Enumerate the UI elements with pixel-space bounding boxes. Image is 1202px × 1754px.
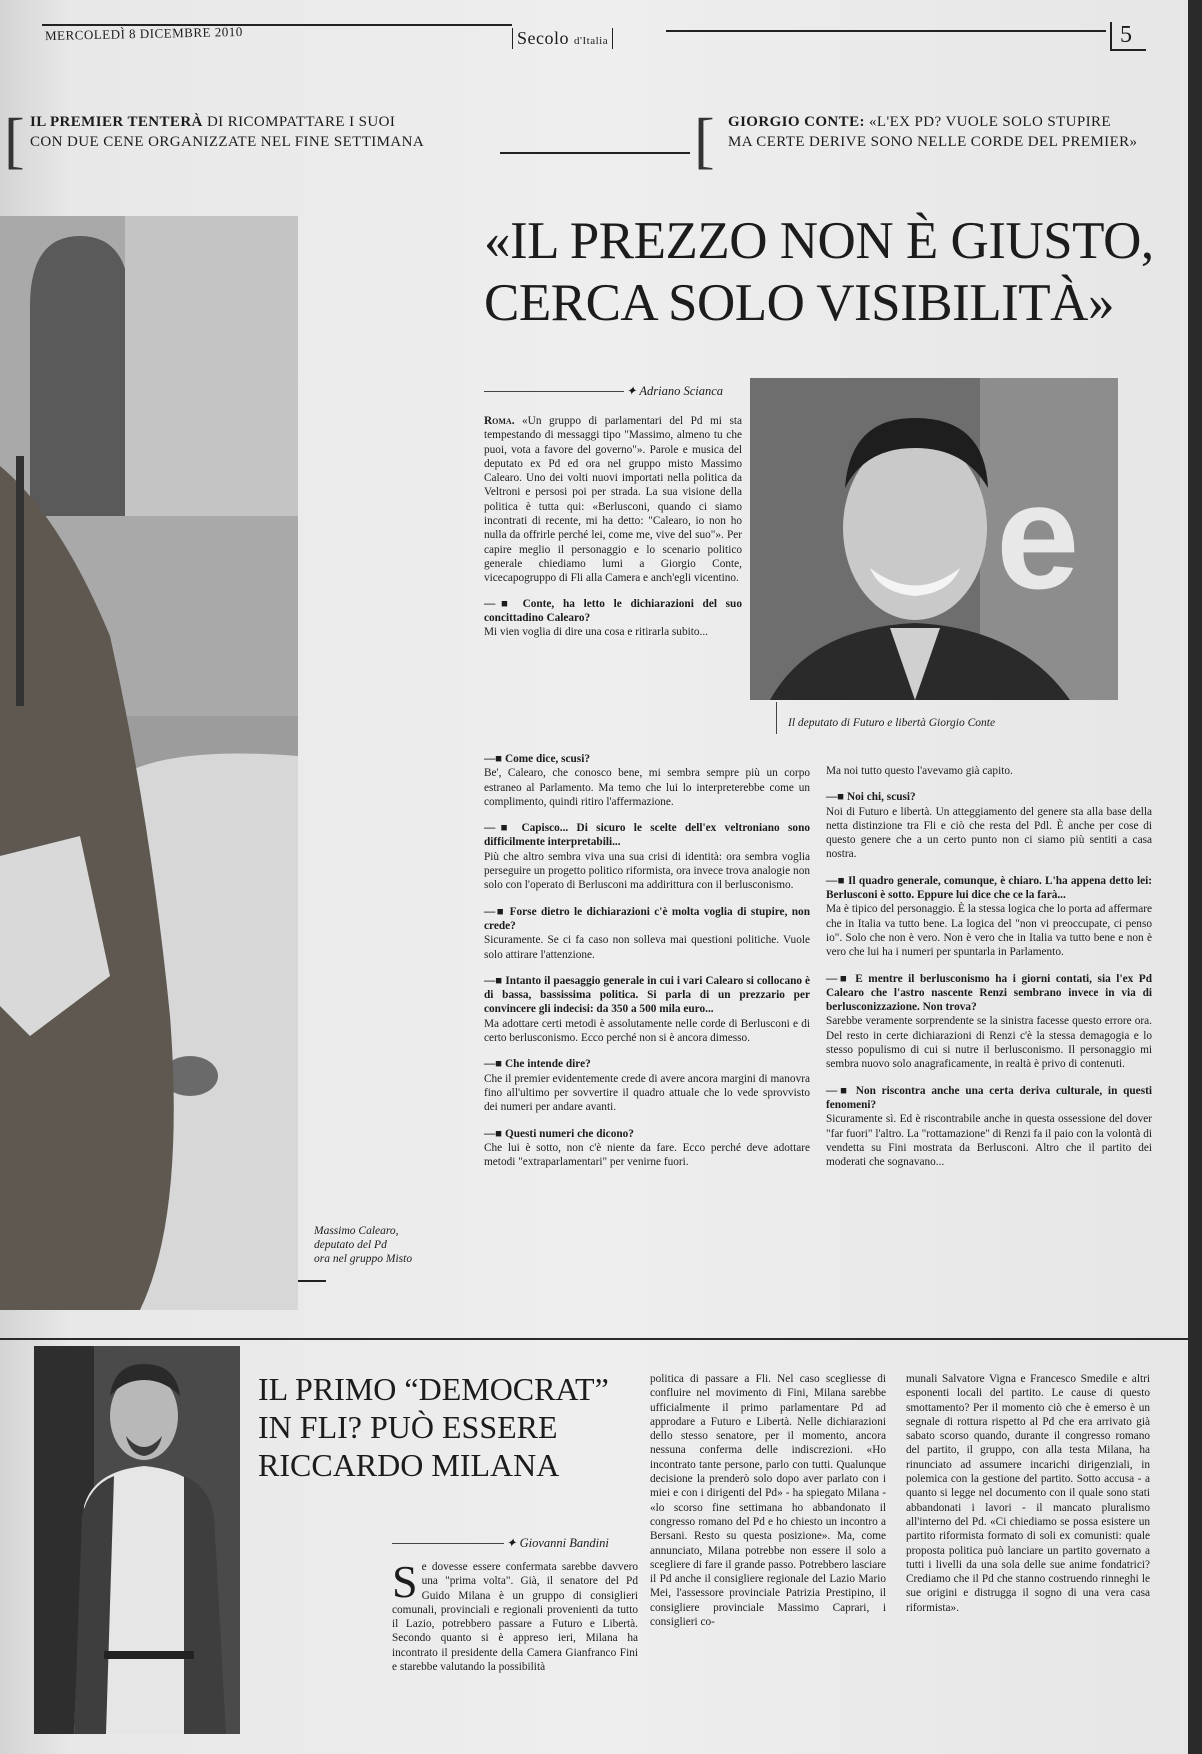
question: —■ E mentre il berlusconismo ha i giorni contati, sia l'ex Pd Calearo che l'astro nascente Renzi sembrano invece in via di berlusconizzazione. Non trova? <box>826 972 1152 1015</box>
question: —■ Intanto il paesaggio generale in cui i vari Calearo si collocano è di bassa, bassissima politica. Si parla di un prezzario per convincere gli indecisi: da 350 a 500 mila euro... <box>484 974 810 1017</box>
bottom-col2-text: politica di passare a Fli. Nel caso scegliesse di confluire nel movimento di Fini, Milana sarebbe ufficialmente il primo parlamentare Pd ad approdare a Futuro e Libertà. Nelle dichiarazioni dello stesso senatore, per il momento, ancora nessuna conferma delle indiscrezioni. «Ho incontrato tante persone, parlo con tutti. Qualunque decisione la prenderò solo dopo aver parlato con i miei e con i dirigenti del Pd» - ha spiegato Milana - «lo scorso fine settimana ho abbandonato il congresso romano del Pd e ho chiesto un incontro a Bersani. Resto su questa posizione». Ma, come annunciato, Milana potrebbe non essere il solo a scegliere di fare il grande passo. Potrebbero lasciare il Pd anche il consigliere regionale del Lazio Mario Mei, l'assessore provinciale Patrizia Prestipino, il consigliere provinciale Massimo Caprari, i consiglieri co- <box>650 1373 886 1629</box>
question: —■ Che intende dire? <box>484 1057 810 1071</box>
photo-calearo-image <box>0 216 298 1310</box>
caption-calearo-line2: deputato del Pd <box>314 1239 387 1251</box>
headline-line1: «IL PREZZO NON È GIUSTO, <box>484 212 1154 270</box>
headline-line2: CERCA SOLO VISIBILITÀ» <box>484 274 1114 332</box>
answer: Ma adottare certi metodi è assolutamente nelle corde di Berlusconi e di certo berlusconismo. Ecco perché non si è ancora dimesso. <box>484 1017 810 1045</box>
caption-pointer <box>298 1280 326 1282</box>
header-rule-right <box>666 30 1106 32</box>
bracket-left: [ <box>4 107 25 175</box>
bottom-col3-text: munali Salvatore Vigna e Francesco Smedile e altri esponenti locali del partito. Le cause di questo smottamento? Per il momento ciò che è emerso è un segnale di rottura rispetto al Pd che era arrivato già sabato scorso quando, durante il congresso romano del partito, il gruppo, con alla testa Milana, ha rinunciato ad assumere incarichi dirigenziali, in polemica con la gestione del partito. Sotto accusa - a quanto si legge nel documento con il quale sono stati abbandonati i lavori - il mancato pluralismo all'interno del Pd. «Ci chiediamo se possa esistere un partito riformista formato di soli ex comunisti: quale proposta politica può lanciare un partito governato a tutti i livelli da una sola delle sue anime fondatrici? Crediamo che il Pd che stanno costruendo rinneghi le sue origini e distrugga il sogno di una vera casa riformista». <box>906 1373 1150 1614</box>
bottom-column-2 <box>650 1372 886 1640</box>
question: —■ Conte, ha letto le dichiarazioni del suo concittadino Calearo? <box>484 597 742 626</box>
article-column-1b <box>484 752 810 1181</box>
caption-calearo <box>314 1224 434 1266</box>
kicker-left-line2: CON DUE CENE ORGANIZZATE NEL FINE SETTIMANA <box>30 134 425 150</box>
answer: Ma noi tutto questo l'avevamo già capito. <box>826 765 1013 777</box>
question: —■ Il quadro generale, comunque, è chiaro. L'ha appena detto lei: Berlusconi è sotto. Eppure lui dice che ce la farà... <box>826 874 1152 903</box>
article-lead <box>484 414 742 586</box>
answer: Ma è tipico del personaggio. È la stessa logica che lo porta ad affermare che in Italia va tutto bene. La logica del "non vi preoccupate, ci penso io". Solo che non è vero. Non è vero che in Italia va tutto bene e non è vero che lui ha i numeri per spuntarla in Parlamento. <box>826 903 1152 959</box>
answer: Noi di Futuro e libertà. Un atteggiamento del genere sta alla base della netta distinzione tra Fli e ciò che resta del Pdl. È anche per cose di questo genere che a un certo punto non ci siamo più sentiti a casa nostra. <box>826 805 1152 861</box>
question: —■ Questi numeri che dicono? <box>484 1127 810 1141</box>
answer: Sicuramente. Se ci fa caso non solleva mai questioni politiche. Vuole solo attirare l'attenzione. <box>484 934 810 961</box>
newspaper-name-main: Secolo <box>517 28 569 48</box>
kicker-right <box>728 112 1168 152</box>
photo-conte-caption-rule <box>776 702 777 734</box>
bottom-byline-rule <box>392 1543 504 1544</box>
kicker-left <box>30 112 450 152</box>
bottom-headline-line2: IN FLI? PUÒ ESSERE <box>258 1409 558 1445</box>
question: —■ Forse dietro le dichiarazioni c'è molta voglia di stupire, non crede? <box>484 905 810 934</box>
newspaper-name <box>512 28 613 49</box>
main-headline <box>484 210 1164 334</box>
article-column-2 <box>826 764 1152 1181</box>
byline-rule <box>484 391 624 392</box>
question: —■ Come dice, scusi? <box>484 752 810 766</box>
caption-calearo-line3: ora nel gruppo Misto <box>314 1253 413 1265</box>
photo-milana <box>34 1346 240 1734</box>
caption-calearo-line1: Massimo Calearo, <box>314 1225 399 1237</box>
bracket-right: [ <box>694 107 715 175</box>
newspaper-name-small: d'Italia <box>574 35 609 47</box>
article-lead-text: «Un gruppo di parlamentari del Pd mi sta tempestando di messaggi tipo "Massimo, almeno tu che puoi, vota a favore del governo"». Parole e musica del deputato ex Pd ed ora nel gruppo misto Massimo Calearo. Uno dei volti nuovi importati nella politica da Veltroni e persosi poi per strada. La sua visione della politica è tutta qui: «Berlusconi, quando ci siamo incontrati di recente, mi ha detto: "Calearo, io non ho nulla da offrirle perché lei, come me, vive del suo"». Per capire meglio il personaggio e lo scenario politico generale chiediamo lumi a Giorgio Conte, vicecapogruppo di Fli alla Camera e anch'egli vicentino. <box>484 415 742 585</box>
bottom-column-1 <box>392 1556 638 1685</box>
photo-calearo <box>0 216 298 1310</box>
kicker-divider <box>500 152 690 154</box>
answer: Che lui è sotto, non c'è niente da fare. Ecco perché deve adottare metodi "extraparlamentari" per venirne fuori. <box>484 1141 810 1169</box>
photo-conte-image <box>750 378 1118 700</box>
bottom-col1-text: e dovesse essere confermata sarebbe davvero una "prima volta". Già, il senatore del Pd Guido Milana è un gruppo di consiglieri comunali, provinciali e regionali provenienti da tutto il Lazio, potrebbero passare a Futuro e Libertà. Secondo quanto si è appreso ieri, Milana ha incontrato il presidente della Camera Gianfranco Fini e starebbe valutando la possibilità <box>392 1561 638 1674</box>
page-number: 5 <box>1110 22 1146 51</box>
bottom-byline-author: Giovanni Bandini <box>519 1536 609 1550</box>
kicker-right-rest: «L'EX PD? VUOLE SOLO STUPIRE <box>864 114 1111 130</box>
dropcap: S <box>392 1556 418 1607</box>
bottom-byline: ✦ Giovanni Bandini <box>506 1536 609 1550</box>
byline-author: Adriano Scianca <box>639 384 724 398</box>
kicker-left-strong: IL PREMIER TENTERÀ <box>30 114 203 130</box>
answer: Mi vien voglia di dire una cosa e ritirarla subito... <box>484 626 708 639</box>
answer: Be', Calearo, che conosco bene, mi sembra sempre più un corpo estraneo al Parlamento. Ma temo che lui lo interpreterebbe come un complimento, quindi ritiro l'affermazione. <box>484 767 810 808</box>
byline: ✦ Adriano Scianca <box>626 384 724 398</box>
photo-conte <box>750 378 1118 700</box>
issue-date: MERCOLEDÌ 8 DICEMBRE 2010 <box>44 23 243 44</box>
answer: Più che altro sembra viva una sua crisi di identità: ora sembra voglia perseguire un progetto politico riformista, ora invece trova analogie non solo con l'operato di Berlusconi ma addirittura con il berlusconismo. <box>484 850 810 892</box>
caption-conte: Il deputato di Futuro e libertà Giorgio Conte <box>788 717 996 729</box>
answer: Che il premier evidentemente crede di avere ancora margini di manovra fino all'ultimo per sovvertire il quadro attuale che lo vede sprovvisto dei numeri per andare avanti. <box>484 1072 810 1114</box>
bottom-column-3 <box>906 1372 1150 1626</box>
bottom-headline <box>258 1370 638 1484</box>
photo-milana-image <box>34 1346 240 1734</box>
kicker-right-strong: GIORGIO CONTE: <box>728 114 865 130</box>
article-dateline: Roma. <box>484 415 515 427</box>
question: —■ Capisco... Di sicuro le scelte dell'ex veltroniano sono difficilmente interpretabili... <box>484 821 810 850</box>
question: —■ Noi chi, scusi? <box>826 790 1152 804</box>
kicker-left-rest: DI RICOMPATTARE I SUOI <box>202 114 396 130</box>
answer: Sicuramente sì. Ed è riscontrabile anche in questa ossessione del dover "far fuori" l'altro. La "rottamazione" di Renzi fa il paio con la volontà di vendetta su Fini mostrata da Berlusconi. Altro che il partito dei moderati che sognavano... <box>826 1113 1153 1169</box>
section-separator <box>0 1338 1188 1340</box>
answer: Sarebbe veramente sorprendente se la sinistra facesse questo errore ora. Del resto in certe dichiarazioni di Renzi c'è la stessa demagogia e lo stesso populismo di cui si nutre il berlusconismo. Il personaggio mi sembra nuovo solo anagraficamente, in realtà è privo di contenuti. <box>826 1015 1152 1071</box>
kicker-right-line2: MA CERTE DERIVE SONO NELLE CORDE DEL PREMIER» <box>728 134 1138 150</box>
bottom-headline-line1: IL PRIMO “DEMOCRAT” <box>258 1371 609 1407</box>
article-column-1 <box>484 414 742 651</box>
question: —■ Non riscontra anche una certa deriva culturale, in questi fenomeni? <box>826 1084 1152 1113</box>
bottom-headline-line3: RICCARDO MILANA <box>258 1447 560 1483</box>
svg-text:e: e <box>996 452 1080 620</box>
